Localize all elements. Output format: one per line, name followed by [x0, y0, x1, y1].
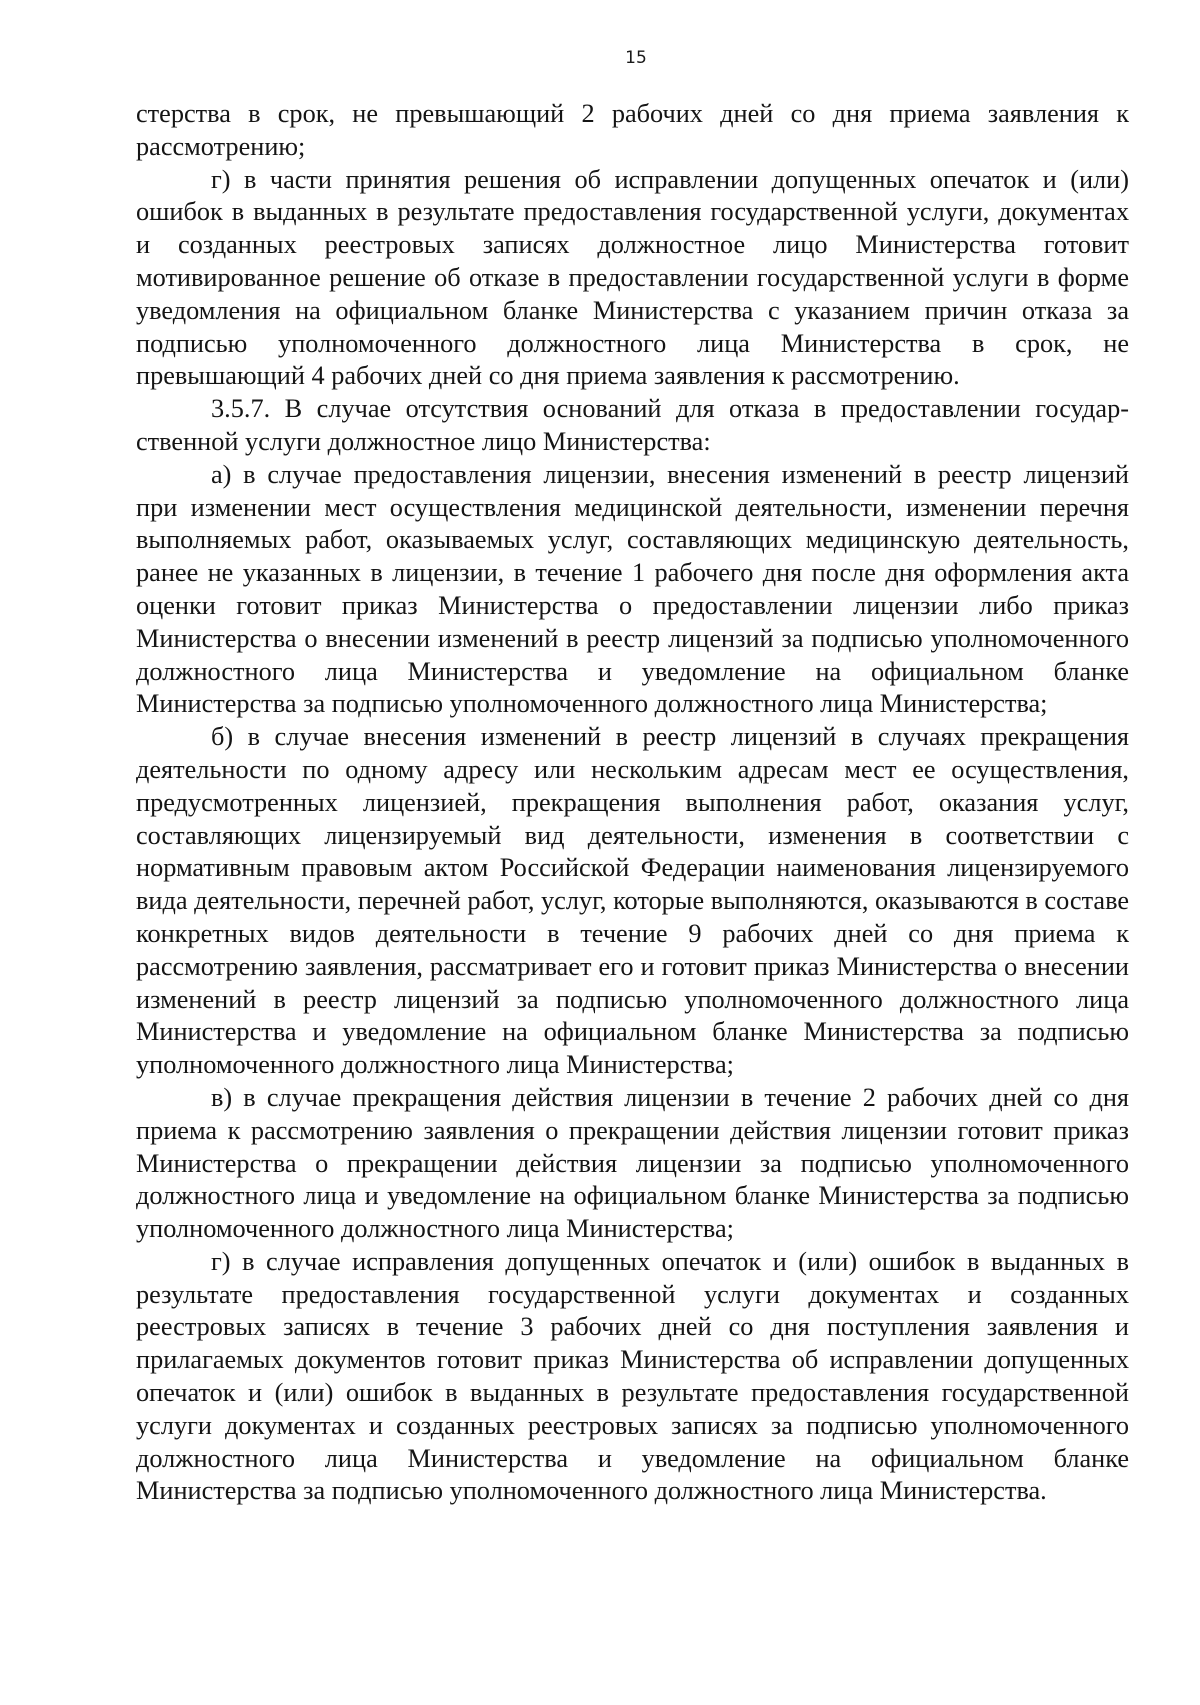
paragraph-item-b: б) в случае внесения изменений в реестр лицензий в случаях прекращения деятельности по одному адресу или нескольким адресам мест ее осуществления, предусмотренных лицензией, прекращения выполнения работ, оказания услуг, составляющих лицензируемый вид деятельности, изменения в соответствии с нормативным правовым актом Российской Федерации наименования лицензируемого вида деятельности, перечней работ, услуг, которые выполняются, оказываются в составе конкретных видов деятельности в течение 9 рабочих дней со дня приема к рассмотрению заявления, рассматривает его и готовит приказ Министерства о внесении изменений в реестр лицензий за подписью уполномоченного должностного лица Министерства и уведомление на официальном бланке Министерства за подписью уполномоченного должностного лица Министерства; [136, 722, 1129, 1080]
paragraph-3-5-7: 3.5.7. В случае отсутствия оснований для отказа в предоставлении государственной услуги должностное лицо Министерства: [136, 394, 1129, 456]
document-body [136, 98, 1129, 1508]
paragraph-item-g-rejection: г) в части принятия решения об исправлении допущенных опечаток и (или) ошибок в выданных в результате предоставления государственной услуги, документах и созданных реестровых записях должностное лицо Министерства готовит мотивированное решение об отказе в предоставлении государственной услуги в форме уведомления на официальном бланке Министерства с указанием причин отказа за подписью уполномоченного должностного лица Министерства в срок, не превышающий 4 рабочих дней со дня приема заявления к рассмотрению. [136, 164, 1129, 391]
paragraph-item-a: а) в случае предоставления лицензии, внесения изменений в реестр лицензий при изменении мест осуществления медицинской деятельности, изменении перечня выполняемых работ, оказываемых услуг, составляющих медицинскую деятельность, ранее не указанных в лицензии, в течение 1 рабочего дня после дня оформления акта оценки готовит приказ Министерства о предоставлении лицензии либо приказ Министерства о внесении изменений в реестр лицензий за подписью уполномоченного должностного лица Министерства и уведомление на официальном бланке Министерства за подписью уполномоченного должностного лица Министерства; [136, 459, 1129, 719]
paragraph-item-v: в) в случае прекращения действия лицензии в течение 2 рабочих дней со дня приема к рассмотрению заявления о прекращении действия лицензии готовит приказ Министерства о прекращении действия лицензии за подписью уполномоченного должностного лица и уведомление на официальном бланке Министерства за подписью уполномоченного должностного лица Министерства; [136, 1082, 1129, 1244]
page-number: 15 [625, 48, 647, 68]
paragraph-item-g-correction: г) в случае исправления допущенных опечаток и (или) ошибок в выданных в результате предоставления государственной услуги документах и созданных реестровых записях в течение 3 рабочих дней со дня поступления заявления и прилагаемых документов готовит приказ Министерства об исправлении допущенных опечаток и (или) ошибок в выданных в результате предоставления государственной услуги документах и созданных реестровых записях за подписью уполномоченного должностного лица Министерства и уведомление на официальном бланке Министерства за подписью уполномоченного должностного лица Министерства. [136, 1246, 1129, 1506]
paragraph-continuation: стерства в срок, не превышающий 2 рабочих дней со дня приема заявления к рассмотрению; [136, 99, 1129, 161]
